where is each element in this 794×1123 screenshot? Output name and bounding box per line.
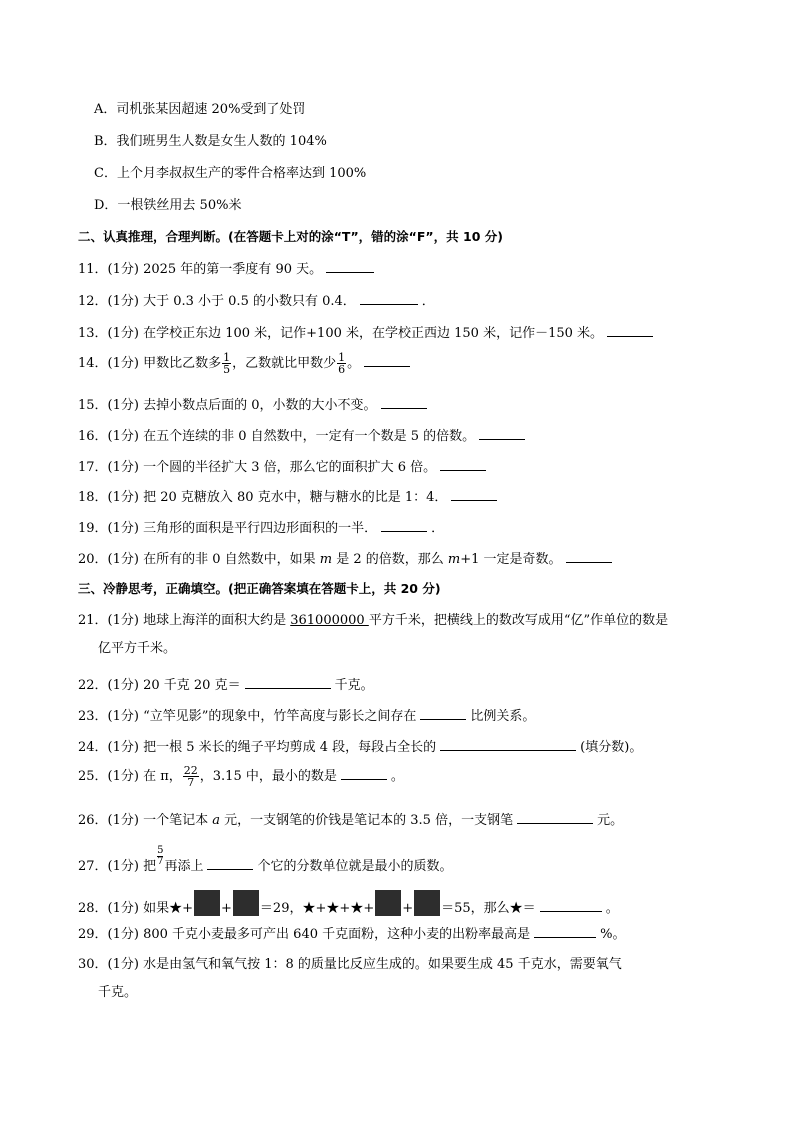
question-25 [78,765,404,788]
fraction: $\frac{22}{7}$ [183,764,198,789]
question-24 [78,737,642,757]
variable-m: m [319,552,333,567]
answer-blank[interactable] [517,810,593,824]
question-16-text: 16．(1分) 在五个连续的非 0 自然数中，一定有一个数是 5 的倍数。 [78,429,476,444]
question-23 [78,706,535,726]
option-a: A．司机张某因超速 20%受到了处罚 [94,102,306,117]
section-3-title: 三、冷静思考，正确填空。(把正确答案填在答题卡上，共 20 分) [78,581,441,596]
question-18-text: 18．(1分) 把 20 克糖放入 80 克水中，糖与糖水的比是 1：4． [78,490,448,505]
option-b: B．我们班男生人数是女生人数的 104% [94,134,327,149]
answer-blank[interactable] [341,766,387,780]
question-22-text: 22．(1分) 20 千克 20 克＝ [78,678,241,693]
question-12 [78,291,435,311]
question-20-text2: 是 2 的倍数，那么 [332,552,448,567]
question-29-end: %。 [600,927,626,942]
question-14-text3: 。 [347,356,361,371]
question-29 [78,924,625,944]
black-square-icon [375,890,401,916]
question-21 [78,612,668,630]
question-24-end: (填分数)。 [580,740,643,755]
answer-blank[interactable] [245,675,331,689]
question-26-text: 26．(1分) 一个笔记本 [78,813,213,828]
question-21-text2: 平方千米，把横线上的数改写成用“亿”作单位的数是 [368,613,669,628]
star-icon: ★ [350,901,364,916]
question-19 [78,518,444,538]
question-25-text2: ，3.15 中，最小的数是 [199,769,337,784]
black-square-icon [194,890,220,916]
question-26 [78,810,623,830]
star-icon: ★ [302,901,316,916]
variable-m: m [447,552,461,567]
question-26-text2: 元，一支钢笔的价钱是笔记本的 3.5 倍，一支钢笔 [220,813,514,828]
question-27-text2: 再添上 [164,859,204,874]
answer-blank[interactable] [607,323,653,337]
plus-sign: + [315,901,327,916]
answer-blank[interactable] [540,898,602,912]
star-icon: ★ [169,901,183,916]
question-14-text2: ，乙数就比甲数少 [232,356,337,371]
section-2-title: 二、认真推理，合理判断。(在答题卡上对的涂“T”，错的涂“F”，共 10 分) [78,229,503,244]
option-d: D．一根铁丝用去 50%米 [94,198,242,213]
question-27 [78,846,453,876]
plus-sign: + [221,901,232,916]
question-20 [78,549,616,569]
fraction: $\frac{5}{7}$ [157,845,164,867]
question-25-text: 25．(1分) 在 π， [78,769,182,784]
answer-blank[interactable] [420,706,466,720]
answer-blank[interactable] [479,426,525,440]
question-17 [78,457,490,477]
question-29-text: 29．(1分) 800 千克小麦最多可产出 640 千克面粉，这种小麦的出粉率最高是 [78,927,531,942]
plus-sign: + [363,901,375,916]
answer-blank[interactable] [440,737,576,751]
answer-blank[interactable] [360,291,418,305]
question-21-continuation: 亿平方千米。 [98,641,177,656]
question-27-text: 27．(1分) 把 [78,859,157,874]
question-14-text: 14．(1分) 甲数比乙数多 [78,356,222,371]
question-14 [78,352,414,375]
answer-blank[interactable] [381,518,427,532]
question-23-end: 比例关系。 [470,709,536,724]
question-28 [78,890,619,918]
question-27-text3: 个它的分数单位就是最小的质数。 [257,859,453,874]
question-12-text: 12．(1分) 大于 0.3 小于 0.5 的小数只有 0.4． [78,294,356,309]
plus-sign: + [182,901,194,916]
question-18 [78,487,501,507]
question-20-text3: +1 一定是奇数。 [460,552,562,567]
question-11 [78,259,378,279]
question-13-text: 13．(1分) 在学校正东边 100 米，记作+100 米，在学校正西边 150 米，记作－150 米。 [78,326,604,341]
question-19-end: ． [431,521,445,536]
question-30: 30．(1分) 水是由氢气和氧气按 1：8 的质量比反应生成的。如果要生成 45 千克水，需要氧气 [78,957,622,972]
question-22 [78,675,374,695]
answer-blank[interactable] [566,549,612,563]
fraction: $\frac{1}{6}$ [338,351,346,376]
answer-blank[interactable] [381,395,427,409]
answer-blank[interactable] [364,353,410,367]
answer-blank[interactable] [451,487,497,501]
question-17-text: 17．(1分) 一个圆的半径扩大 3 倍，那么它的面积扩大 6 倍。 [78,460,437,475]
underlined-number: 361000000 [290,613,369,628]
question-11-text: 11．(1分) 2025 年的第一季度有 90 天。 [78,262,323,277]
variable-a: a [212,813,220,828]
question-28-end: 。 [605,901,619,916]
star-icon: ★ [326,901,340,916]
equals-29: ＝29， [259,901,303,916]
question-19-text: 19．(1分) 三角形的面积是平行四边形面积的一半． [78,521,378,536]
question-15 [78,395,431,415]
black-square-icon [233,890,259,916]
fraction: $\frac{1}{5}$ [223,351,231,376]
equals-55: ＝55，那么★＝ [441,901,536,916]
question-20-text: 20．(1分) 在所有的非 0 自然数中，如果 [78,552,320,567]
question-12-end: ． [421,294,435,309]
question-30-continuation: 千克。 [98,985,138,1000]
question-13 [78,323,657,343]
black-square-icon [414,890,440,916]
plus-sign: + [402,901,414,916]
question-15-text: 15．(1分) 去掉小数点后面的 0，小数的大小不变。 [78,398,377,413]
answer-blank[interactable] [207,856,253,870]
answer-blank[interactable] [326,259,374,273]
plus-sign: + [339,901,351,916]
question-16 [78,426,529,446]
question-24-text: 24．(1分) 把一根 5 米长的绳子平均剪成 4 段，每段占全长的 [78,740,437,755]
option-c: C．上个月李叔叔生产的零件合格率达到 100% [94,166,367,181]
question-26-unit: 元。 [597,813,624,828]
question-22-unit: 千克。 [334,678,374,693]
question-23-text: 23．(1分) “立竿见影”的现象中，竹竿高度与影长之间存在 [78,709,417,724]
question-21-text: 21．(1分) 地球上海洋的面积大约是 [78,613,291,628]
answer-blank[interactable] [440,457,486,471]
question-28-text: 28．(1分) 如果 [78,901,170,916]
question-25-end: 。 [390,769,404,784]
answer-blank[interactable] [534,924,596,938]
